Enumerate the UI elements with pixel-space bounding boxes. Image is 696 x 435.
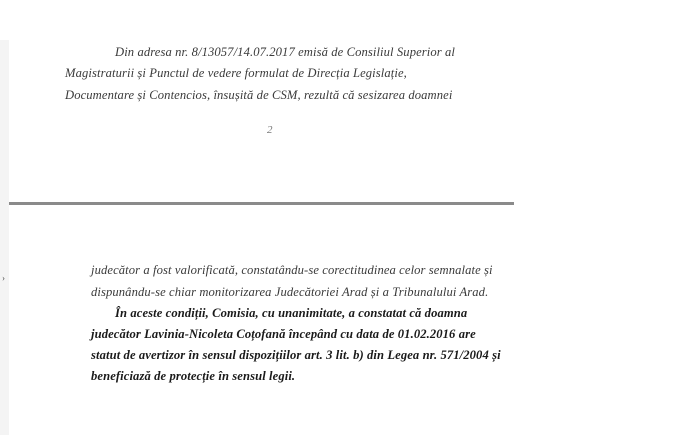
page-number: 2 [267,124,273,136]
text-line: statut de avertizor în sensul dispozițiilor art. 3 lit. b) din Legea nr. 571/2004 și [91,348,501,362]
document-page-1 [9,0,514,200]
document-page-2 [9,205,696,435]
text-line: Magistraturii și Punctul de vedere formulat de Direcția Legislație, [65,66,407,80]
text-line: dispunându-se chiar monitorizarea Judecătoriei Arad și a Tribunalului Arad. [91,285,489,299]
viewer-background [514,0,696,202]
chevron-right-icon[interactable]: › [2,273,5,283]
text-line: judecător a fost valorificată, constatându-se corectitudinea celor semnalate și [91,263,493,277]
text-line: În aceste condiții, Comisia, cu unanimitate, a constatat că doamna [115,306,468,320]
text-line: judecător Lavinia-Nicoleta Coțofană începând cu data de 01.02.2016 are [91,327,476,341]
text-line: Documentare și Contencios, însușită de CSM, rezultă că sesizarea doamnei [65,88,453,102]
text-line: beneficiază de protecție în sensul legii. [91,369,296,383]
viewer-left-gutter [0,40,9,435]
text-line: Din adresa nr. 8/13057/14.07.2017 emisă de Consiliul Superior al [115,45,456,59]
